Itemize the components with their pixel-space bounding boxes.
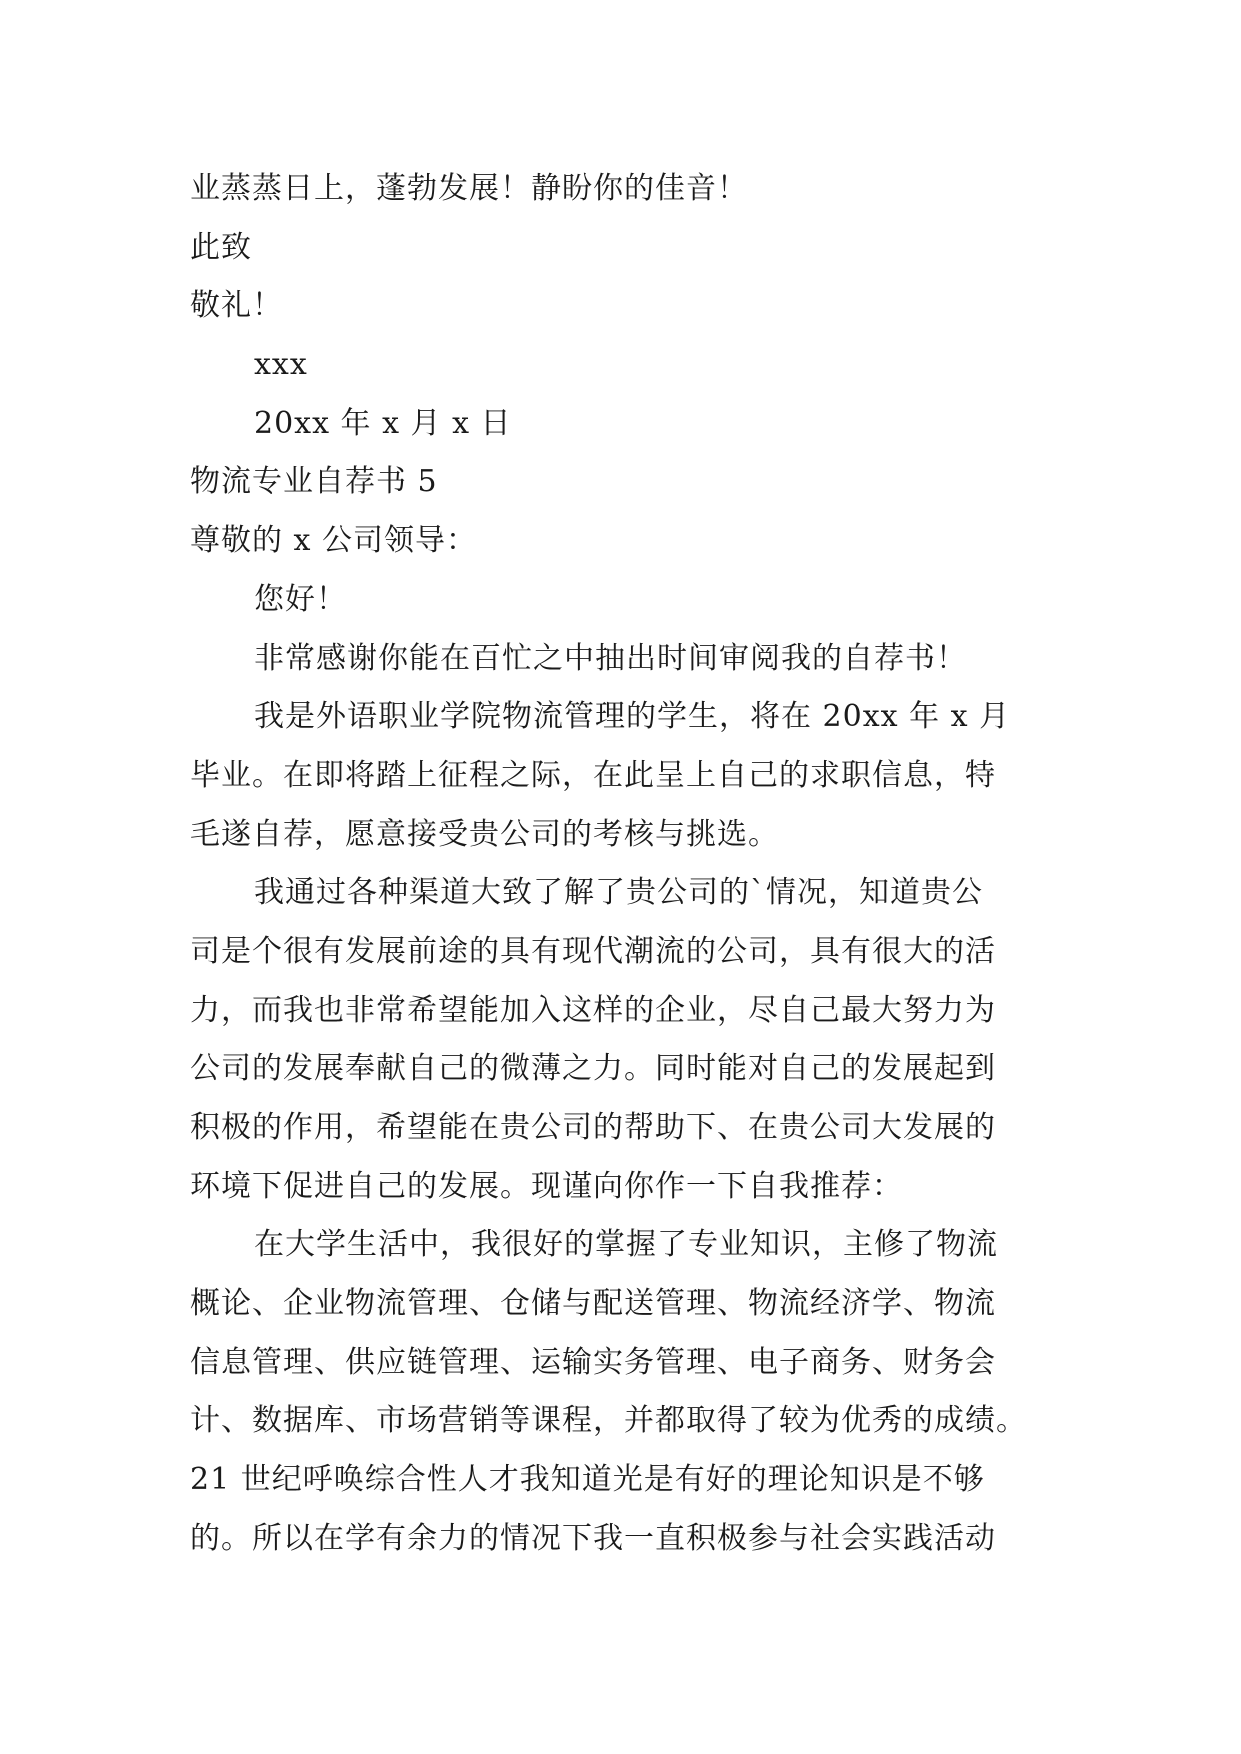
- text-line-regards: 敬礼！: [190, 288, 283, 324]
- text-line: 公司的发展奉献自己的微薄之力。同时能对自己的发展起到: [190, 1051, 996, 1087]
- text-line: 在大学生活中，我很好的掌握了专业知识，主修了物流: [254, 1227, 998, 1263]
- text-line: 毛遂自荐，愿意接受贵公司的考核与挑选。: [190, 816, 779, 852]
- text-line: 21 世纪呼唤综合性人才我知道光是有好的理论知识是不够: [190, 1462, 985, 1498]
- text-line: 积极的作用，希望能在贵公司的帮助下、在贵公司大发展的: [190, 1110, 996, 1145]
- text-line-closing-wish: 业蒸蒸日上，蓬勃发展！静盼你的佳音！: [190, 171, 748, 206]
- section-heading: 物流专业自荐书 5: [190, 464, 438, 500]
- signature-date: 20xx 年 x 月 x 日: [254, 405, 512, 441]
- signature-name: xxx: [254, 347, 308, 383]
- text-line: 环境下促进自己的发展。现谨向你作一下自我推荐：: [190, 1168, 903, 1204]
- text-line: 您好！: [254, 581, 347, 617]
- text-line: 我通过各种渠道大致了解了贵公司的`情况，知道贵公: [254, 875, 983, 911]
- text-line: 司是个很有发展前途的具有现代潮流的公司，具有很大的活: [190, 933, 996, 969]
- text-line: 信息管理、供应链管理、运输实务管理、电子商务、财务会: [190, 1344, 996, 1380]
- text-line: 非常感谢你能在百忙之中抽出时间审阅我的自荐书！: [254, 640, 967, 676]
- text-line: 概论、企业物流管理、仓储与配送管理、物流经济学、物流: [190, 1286, 996, 1322]
- text-line: 计、数据库、市场营销等课程，并都取得了较为优秀的成绩。: [190, 1403, 1027, 1439]
- text-line: 的。所以在学有余力的情况下我一直积极参与社会实践活动: [190, 1520, 996, 1556]
- document-body: [190, 160, 1050, 1569]
- text-line-salutation: 此致: [190, 229, 252, 265]
- text-line: 我是外语职业学院物流管理的学生，将在 20xx 年 x 月: [254, 699, 1011, 735]
- letter-greeting: 尊敬的 x 公司领导：: [190, 523, 477, 559]
- text-line: 力，而我也非常希望能加入这样的企业，尽自己最大努力为: [190, 992, 996, 1028]
- text-line: 毕业。在即将踏上征程之际，在此呈上自己的求职信息，特: [190, 757, 996, 793]
